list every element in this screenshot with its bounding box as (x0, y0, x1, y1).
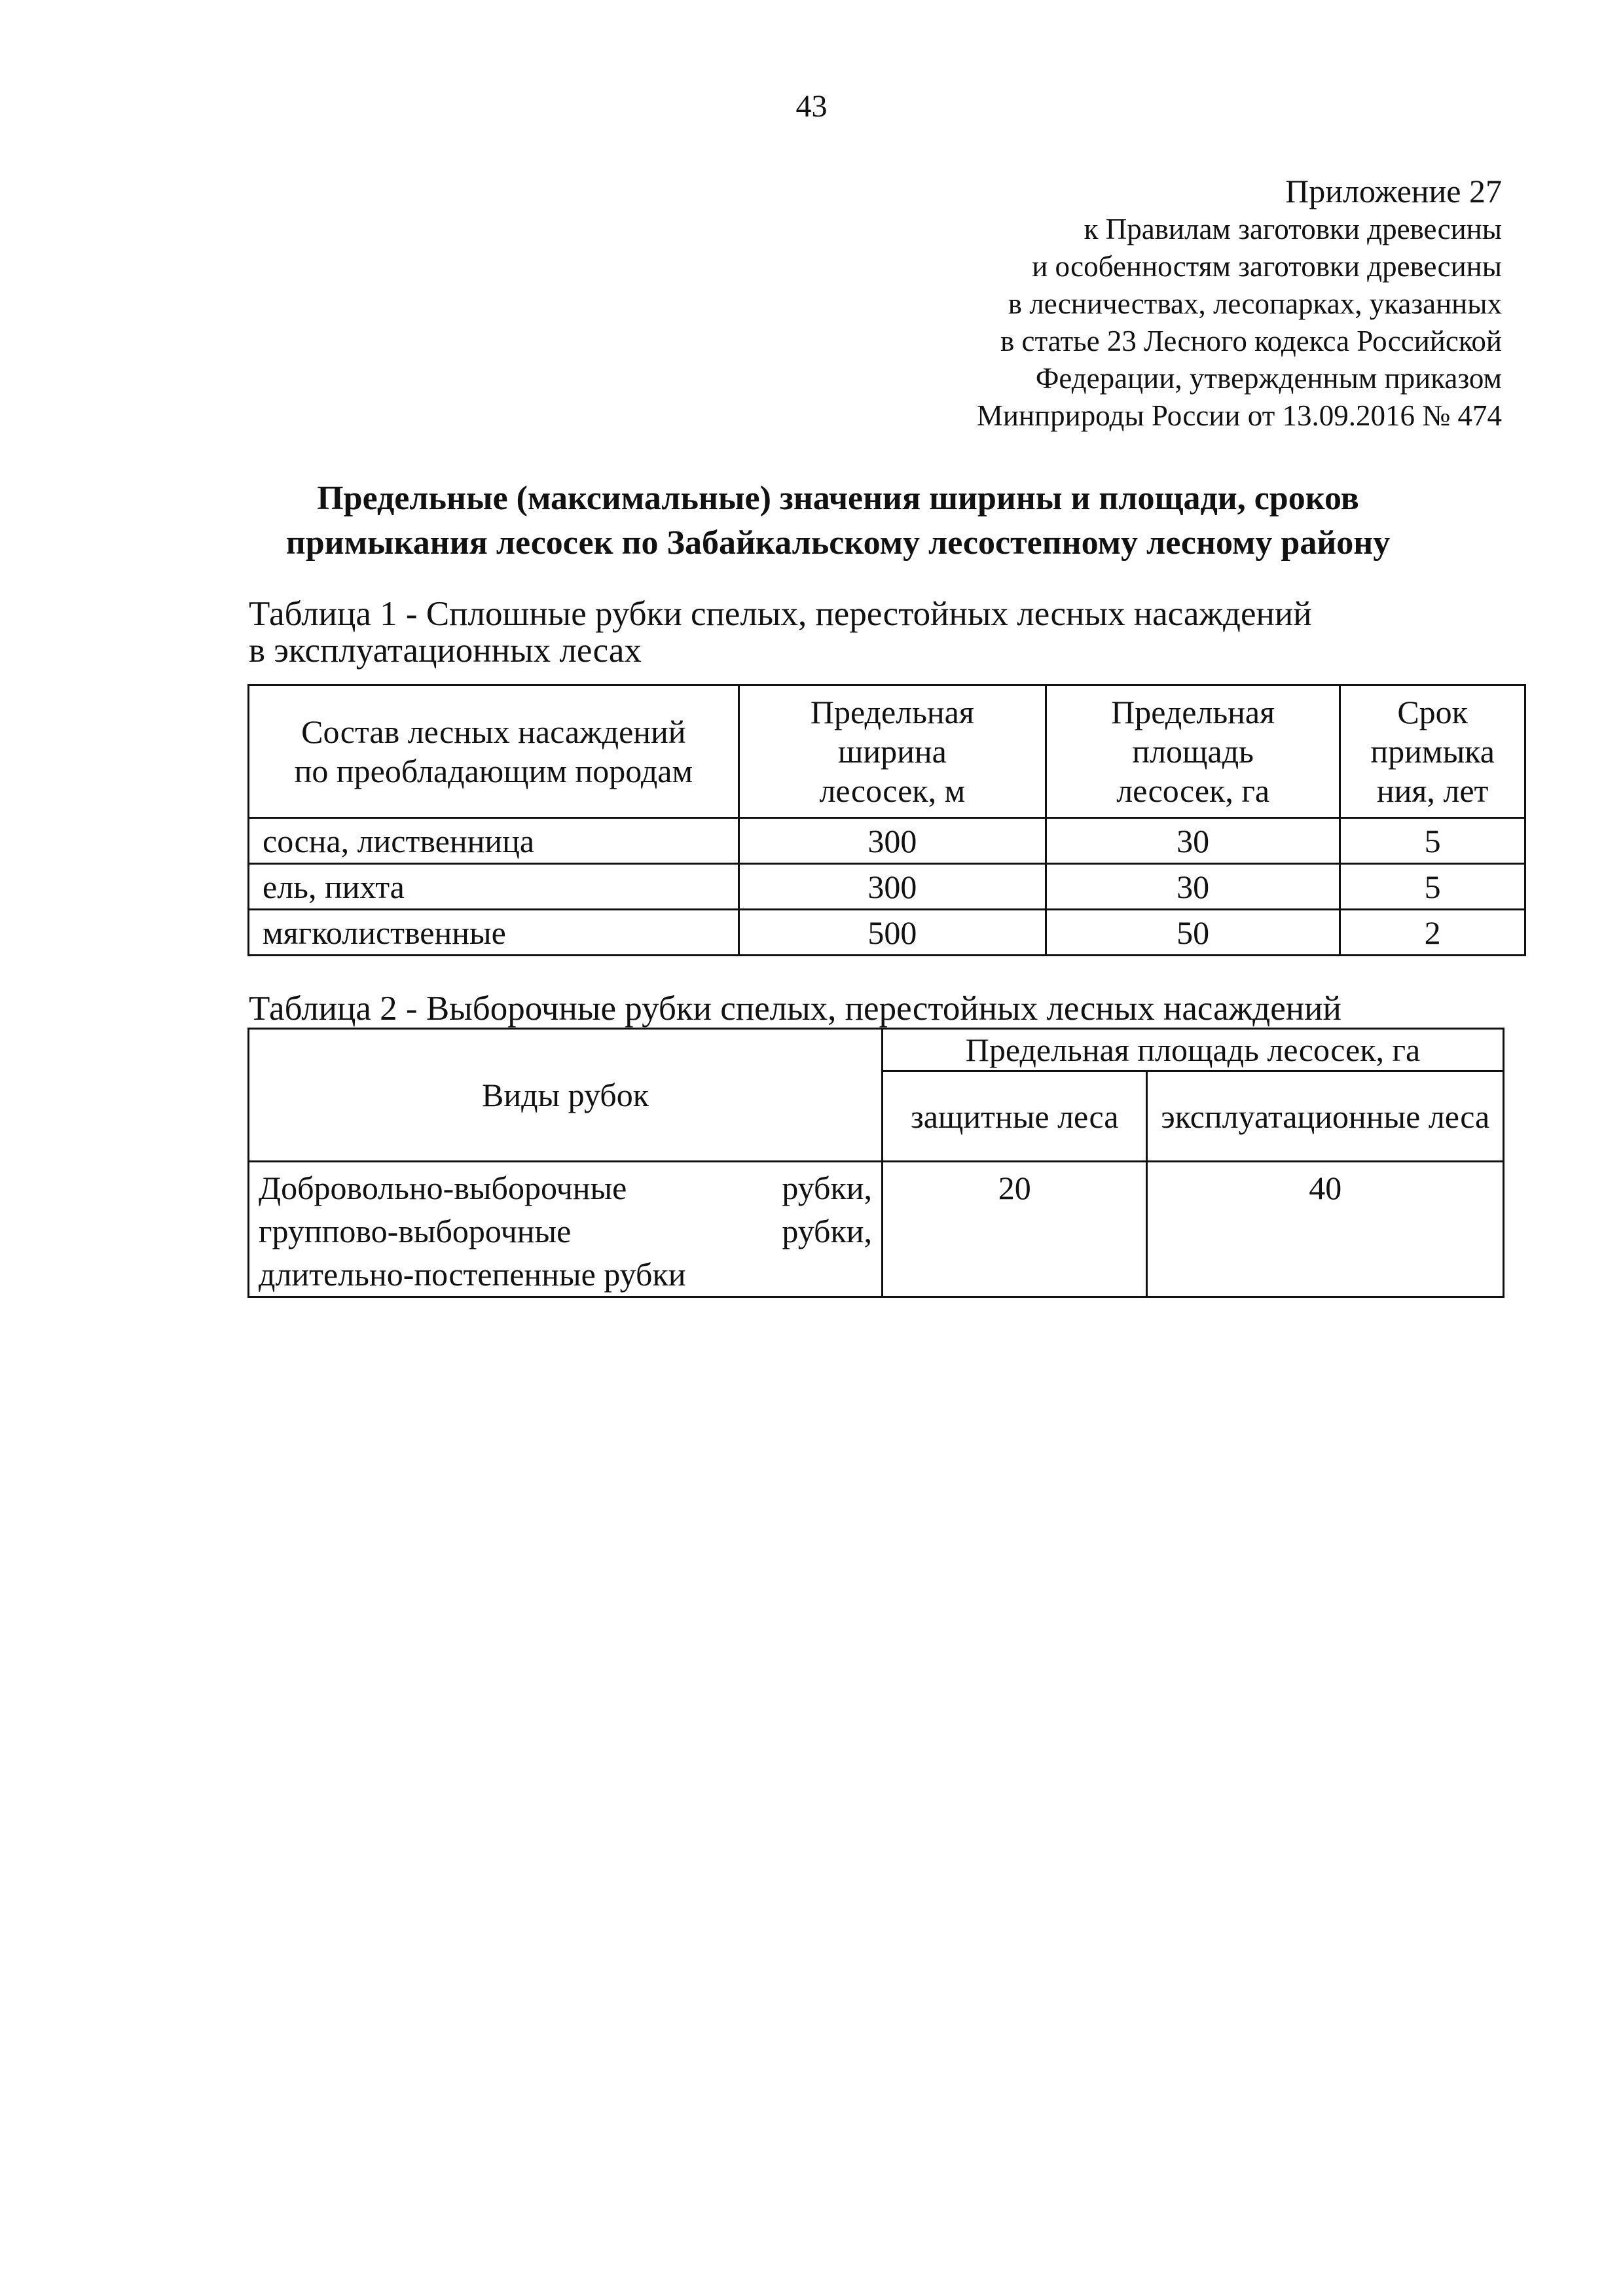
page-number: 43 (795, 89, 828, 124)
table2 (247, 1028, 1504, 1298)
table1-cell-width: 300 (739, 818, 1046, 864)
table1-cell-area: 30 (1046, 818, 1340, 864)
table1-cell-name: сосна, лиственница (249, 818, 739, 864)
table-row (249, 818, 1525, 864)
table-row (249, 1162, 1504, 1297)
table-row (249, 910, 1525, 956)
table1-caption-line: Таблица 1 - Сплошные рубки спелых, перестойных лесных насаждений (249, 595, 1312, 633)
table1-header-term: Срок примыка ния, лет (1340, 685, 1525, 818)
table1-caption (249, 596, 1312, 669)
table1-cell-term: 2 (1340, 910, 1525, 956)
table2-header-protective: защитные леса (883, 1071, 1147, 1162)
table-row (249, 864, 1525, 910)
table2-caption: Таблица 2 - Выборочные рубки спелых, перестойных лесных насаждений (249, 990, 1341, 1028)
table1-caption-line: в эксплуатационных лесах (249, 632, 642, 670)
table1-cell-name: ель, пихта (249, 864, 739, 910)
table2-header-area: Предельная площадь лесосек, га (883, 1029, 1504, 1071)
table1-cell-width: 500 (739, 910, 1046, 956)
table1-cell-term: 5 (1340, 818, 1525, 864)
table1-header-row (249, 685, 1525, 818)
table1 (247, 684, 1526, 956)
appendix-line: Федерации, утвержденным приказом (1035, 362, 1502, 395)
appendix-line: в лесничествах, лесопарках, указанных (1008, 287, 1502, 320)
table1-header-area: Предельная площадь лесосек, га (1046, 685, 1340, 818)
table1-cell-name: мягколиственные (249, 910, 739, 956)
table2-cell-kinds (249, 1162, 883, 1297)
heading-line: Предельные (максимальные) значения ширины и площади, сроков (317, 480, 1359, 517)
table1-header-composition: Состав лесных насаждений по преобладающим породам (249, 685, 739, 818)
table2-header-row (249, 1029, 1504, 1071)
table2-header-exploit: эксплуатационные леса (1147, 1071, 1504, 1162)
appendix-line: в статье 23 Лесного кодекса Российской (1000, 325, 1502, 357)
appendix-block (716, 171, 1502, 435)
appendix-title: Приложение 27 (1285, 173, 1502, 209)
table2-kinds-line: группово-выборочные рубки, (259, 1213, 873, 1249)
document-heading (196, 476, 1480, 565)
table1-cell-width: 300 (739, 864, 1046, 910)
heading-line: примыкания лесосек по Забайкальскому лесостепному лесному району (285, 524, 1391, 562)
appendix-line: и особенностям заготовки древесины (1032, 250, 1502, 283)
table2-cell-protective: 20 (883, 1162, 1147, 1297)
appendix-line: к Правилам заготовки древесины (1084, 213, 1502, 245)
table2-kinds-line: Добровольно-выборочные рубки, (259, 1170, 873, 1206)
table2-kinds-line: длительно-постепенные рубки (259, 1256, 686, 1293)
table1-cell-term: 5 (1340, 864, 1525, 910)
table1-cell-area: 30 (1046, 864, 1340, 910)
table1-cell-area: 50 (1046, 910, 1340, 956)
table1-header-width: Предельная ширина лесосек, м (739, 685, 1046, 818)
table2-cell-exploit: 40 (1147, 1162, 1504, 1297)
table2-header-kinds: Виды рубок (249, 1029, 883, 1162)
appendix-line: Минприроды России от 13.09.2016 № 474 (976, 399, 1502, 432)
